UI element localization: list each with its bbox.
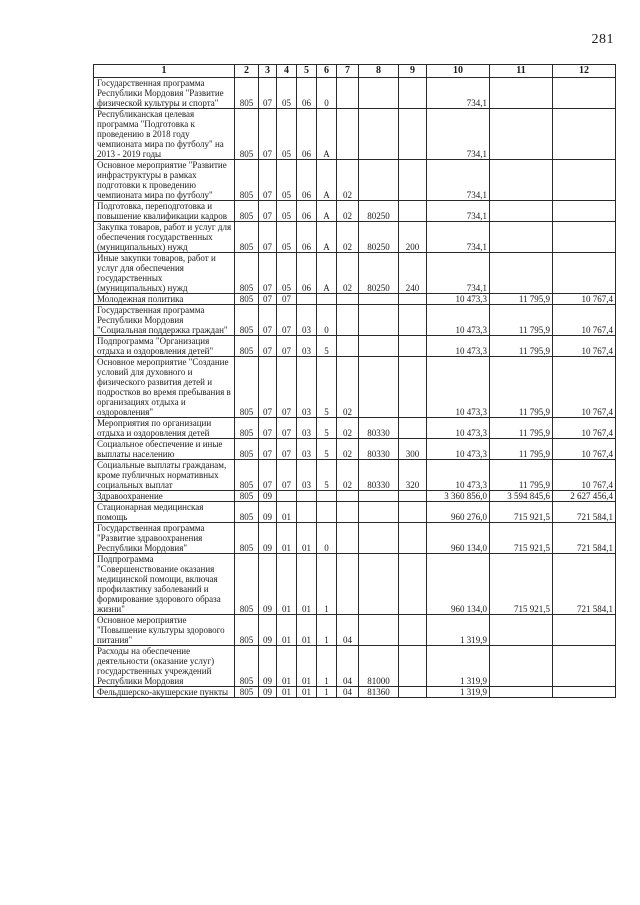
- subprogram-code: 5: [317, 357, 337, 418]
- amount-year-3: [553, 201, 616, 222]
- table-row: [94, 615, 616, 646]
- table-row: [94, 253, 616, 294]
- activity-code: [337, 502, 359, 523]
- program-code: 03: [297, 460, 317, 491]
- ministry-code: 805: [235, 502, 259, 523]
- amount-year-3: [553, 78, 616, 109]
- amount-year-2: 11 795,9: [490, 460, 553, 491]
- amount-year-3: 721 584,1: [553, 523, 616, 554]
- subprogram-code: А: [317, 222, 337, 253]
- amount-year-3: [553, 222, 616, 253]
- item-name: Молодежная политика: [94, 294, 235, 305]
- amount-year-2: 11 795,9: [490, 294, 553, 305]
- ministry-code: 805: [235, 160, 259, 201]
- item-name: Основное мероприятие "Развитие инфраструктуры в рамках подготовки к проведению чемпионата мира по футболу": [94, 160, 235, 201]
- expense-type-code: 320: [399, 460, 427, 491]
- program-code: 03: [297, 418, 317, 439]
- ministry-code: 805: [235, 460, 259, 491]
- activity-code: 02: [337, 160, 359, 201]
- subprogram-code: 0: [317, 523, 337, 554]
- direction-code: [359, 502, 399, 523]
- amount-year-1: 10 473,3: [427, 336, 490, 357]
- table-row: [94, 491, 616, 502]
- subsection-code: 01: [277, 687, 297, 698]
- expense-type-code: [399, 78, 427, 109]
- amount-year-1: 10 473,3: [427, 418, 490, 439]
- subsection-code: 05: [277, 78, 297, 109]
- activity-code: [337, 336, 359, 357]
- table-row: [94, 294, 616, 305]
- expense-type-code: 300: [399, 439, 427, 460]
- amount-year-1: 10 473,3: [427, 439, 490, 460]
- section-code: 09: [259, 615, 277, 646]
- table-row: [94, 460, 616, 491]
- amount-year-3: 10 767,4: [553, 357, 616, 418]
- program-code: 01: [297, 615, 317, 646]
- activity-code: [337, 554, 359, 615]
- ministry-code: 805: [235, 615, 259, 646]
- activity-code: 04: [337, 646, 359, 687]
- program-code: 01: [297, 687, 317, 698]
- direction-code: [359, 294, 399, 305]
- expense-type-code: 240: [399, 253, 427, 294]
- table-row: [94, 418, 616, 439]
- amount-year-1: 734,1: [427, 78, 490, 109]
- section-code: 07: [259, 253, 277, 294]
- ministry-code: 805: [235, 646, 259, 687]
- section-code: 07: [259, 418, 277, 439]
- expense-type-code: [399, 305, 427, 336]
- subprogram-code: А: [317, 253, 337, 294]
- amount-year-2: 715 921,5: [490, 502, 553, 523]
- subsection-code: 07: [277, 439, 297, 460]
- amount-year-1: 734,1: [427, 109, 490, 160]
- column-header-4: 4: [277, 65, 297, 78]
- amount-year-1: 10 473,3: [427, 357, 490, 418]
- program-code: 03: [297, 336, 317, 357]
- program-code: 06: [297, 222, 317, 253]
- expense-type-code: [399, 491, 427, 502]
- subsection-code: 07: [277, 460, 297, 491]
- expense-type-code: [399, 336, 427, 357]
- section-code: 09: [259, 502, 277, 523]
- subsection-code: 05: [277, 253, 297, 294]
- item-name: Подпрограмма "Организация отдыха и оздоровления детей": [94, 336, 235, 357]
- table-row: [94, 523, 616, 554]
- amount-year-3: 10 767,4: [553, 305, 616, 336]
- item-name: Основное мероприятие "Создание условий для духовного и физического развития детей и подростков во время пребывания в организациях отдыха и оздоровления": [94, 357, 235, 418]
- budget-table: [93, 64, 616, 698]
- activity-code: 02: [337, 253, 359, 294]
- section-code: 09: [259, 687, 277, 698]
- expense-type-code: [399, 201, 427, 222]
- amount-year-2: [490, 109, 553, 160]
- subprogram-code: [317, 491, 337, 502]
- ministry-code: 805: [235, 305, 259, 336]
- expense-type-code: [399, 615, 427, 646]
- program-code: 03: [297, 357, 317, 418]
- table-row: [94, 109, 616, 160]
- subsection-code: 05: [277, 201, 297, 222]
- section-code: 09: [259, 554, 277, 615]
- expense-type-code: [399, 523, 427, 554]
- activity-code: 02: [337, 460, 359, 491]
- subprogram-code: 1: [317, 687, 337, 698]
- table-row: [94, 502, 616, 523]
- activity-code: 02: [337, 357, 359, 418]
- direction-code: [359, 109, 399, 160]
- activity-code: [337, 78, 359, 109]
- program-code: 01: [297, 523, 317, 554]
- subsection-code: 01: [277, 646, 297, 687]
- item-name: Стационарная медицинская помощь: [94, 502, 235, 523]
- expense-type-code: [399, 109, 427, 160]
- amount-year-3: 10 767,4: [553, 460, 616, 491]
- direction-code: 81000: [359, 646, 399, 687]
- program-code: 01: [297, 554, 317, 615]
- direction-code: [359, 336, 399, 357]
- section-code: 07: [259, 336, 277, 357]
- program-code: 03: [297, 439, 317, 460]
- table-row: [94, 439, 616, 460]
- item-name: Государственная программа Республики Мордовия "Социальная поддержка граждан": [94, 305, 235, 336]
- subprogram-code: А: [317, 201, 337, 222]
- expense-type-code: [399, 294, 427, 305]
- subprogram-code: 0: [317, 78, 337, 109]
- direction-code: 80330: [359, 439, 399, 460]
- section-code: 07: [259, 78, 277, 109]
- activity-code: [337, 294, 359, 305]
- amount-year-1: 3 360 856,0: [427, 491, 490, 502]
- amount-year-3: [553, 160, 616, 201]
- section-code: 07: [259, 439, 277, 460]
- item-name: Фельдшерско-акушерские пункты: [94, 687, 235, 698]
- ministry-code: 805: [235, 222, 259, 253]
- section-code: 07: [259, 109, 277, 160]
- amount-year-2: 11 795,9: [490, 357, 553, 418]
- subsection-code: 01: [277, 502, 297, 523]
- subprogram-code: 5: [317, 439, 337, 460]
- amount-year-1: 10 473,3: [427, 460, 490, 491]
- expense-type-code: [399, 357, 427, 418]
- activity-code: 02: [337, 439, 359, 460]
- amount-year-3: [553, 109, 616, 160]
- expense-type-code: [399, 646, 427, 687]
- item-name: Подготовка, переподготовка и повышение квалификации кадров: [94, 201, 235, 222]
- program-code: 06: [297, 78, 317, 109]
- table-row: [94, 336, 616, 357]
- column-header-2: 2: [235, 65, 259, 78]
- subsection-code: 07: [277, 336, 297, 357]
- expense-type-code: [399, 687, 427, 698]
- subsection-code: 01: [277, 554, 297, 615]
- subsection-code: 07: [277, 418, 297, 439]
- ministry-code: 805: [235, 523, 259, 554]
- column-header-12: 12: [553, 65, 616, 78]
- table-body: [94, 78, 616, 698]
- amount-year-3: 10 767,4: [553, 439, 616, 460]
- column-header-7: 7: [337, 65, 359, 78]
- activity-code: [337, 305, 359, 336]
- subprogram-code: А: [317, 109, 337, 160]
- amount-year-2: [490, 222, 553, 253]
- direction-code: 80330: [359, 460, 399, 491]
- ministry-code: 805: [235, 491, 259, 502]
- section-code: 07: [259, 357, 277, 418]
- ministry-code: 805: [235, 439, 259, 460]
- column-header-9: 9: [399, 65, 427, 78]
- amount-year-2: 715 921,5: [490, 554, 553, 615]
- section-code: 09: [259, 491, 277, 502]
- ministry-code: 805: [235, 687, 259, 698]
- column-header-6: 6: [317, 65, 337, 78]
- activity-code: 02: [337, 418, 359, 439]
- direction-code: [359, 357, 399, 418]
- amount-year-2: 11 795,9: [490, 418, 553, 439]
- item-name: Расходы на обеспечение деятельности (оказание услуг) государственных учреждений Республики Мордовия: [94, 646, 235, 687]
- program-code: 06: [297, 253, 317, 294]
- activity-code: 02: [337, 201, 359, 222]
- amount-year-3: 721 584,1: [553, 554, 616, 615]
- program-code: 01: [297, 646, 317, 687]
- ministry-code: 805: [235, 253, 259, 294]
- direction-code: 80330: [359, 418, 399, 439]
- ministry-code: 805: [235, 418, 259, 439]
- amount-year-1: 960 276,0: [427, 502, 490, 523]
- expense-type-code: [399, 502, 427, 523]
- expense-type-code: [399, 160, 427, 201]
- section-code: 09: [259, 646, 277, 687]
- section-code: 07: [259, 294, 277, 305]
- amount-year-1: 1 319,9: [427, 687, 490, 698]
- amount-year-1: 960 134,0: [427, 523, 490, 554]
- subsection-code: 05: [277, 222, 297, 253]
- program-code: [297, 502, 317, 523]
- section-code: 07: [259, 305, 277, 336]
- amount-year-3: [553, 615, 616, 646]
- column-header-3: 3: [259, 65, 277, 78]
- page-number: 281: [591, 32, 614, 47]
- item-name: Социальное обеспечение и иные выплаты населению: [94, 439, 235, 460]
- item-name: Основное мероприятие "Повышение культуры здорового питания": [94, 615, 235, 646]
- amount-year-3: 10 767,4: [553, 294, 616, 305]
- amount-year-3: 2 627 456,4: [553, 491, 616, 502]
- amount-year-2: 11 795,9: [490, 305, 553, 336]
- amount-year-1: 734,1: [427, 160, 490, 201]
- activity-code: [337, 523, 359, 554]
- direction-code: 80250: [359, 253, 399, 294]
- direction-code: [359, 491, 399, 502]
- item-name: Здравоохранение: [94, 491, 235, 502]
- item-name: Иные закупки товаров, работ и услуг для обеспечения государственных (муниципальных) нужд: [94, 253, 235, 294]
- section-code: 09: [259, 523, 277, 554]
- expense-type-code: 200: [399, 222, 427, 253]
- table-row: [94, 554, 616, 615]
- table-row: [94, 222, 616, 253]
- program-code: 06: [297, 109, 317, 160]
- amount-year-1: 734,1: [427, 253, 490, 294]
- subprogram-code: 1: [317, 646, 337, 687]
- subsection-code: 05: [277, 160, 297, 201]
- direction-code: [359, 78, 399, 109]
- direction-code: [359, 615, 399, 646]
- subprogram-code: 5: [317, 460, 337, 491]
- subprogram-code: [317, 502, 337, 523]
- item-name: Государственная программа "Развитие здравоохранения Республики Мордовия": [94, 523, 235, 554]
- amount-year-2: [490, 687, 553, 698]
- subprogram-code: А: [317, 160, 337, 201]
- amount-year-1: 734,1: [427, 222, 490, 253]
- ministry-code: 805: [235, 357, 259, 418]
- table-row: [94, 646, 616, 687]
- expense-type-code: [399, 554, 427, 615]
- subprogram-code: 5: [317, 336, 337, 357]
- activity-code: 02: [337, 222, 359, 253]
- table-row: [94, 78, 616, 109]
- direction-code: [359, 160, 399, 201]
- amount-year-2: [490, 646, 553, 687]
- table-row: [94, 687, 616, 698]
- amount-year-1: 1 319,9: [427, 615, 490, 646]
- activity-code: [337, 491, 359, 502]
- ministry-code: 805: [235, 294, 259, 305]
- amount-year-2: 11 795,9: [490, 439, 553, 460]
- column-header-8: 8: [359, 65, 399, 78]
- amount-year-1: 10 473,3: [427, 294, 490, 305]
- program-code: 06: [297, 160, 317, 201]
- item-name: Социальные выплаты гражданам, кроме публичных нормативных социальных выплат: [94, 460, 235, 491]
- amount-year-3: [553, 253, 616, 294]
- ministry-code: 805: [235, 78, 259, 109]
- table-row: [94, 201, 616, 222]
- amount-year-1: 10 473,3: [427, 305, 490, 336]
- amount-year-2: [490, 201, 553, 222]
- direction-code: [359, 305, 399, 336]
- amount-year-3: 721 584,1: [553, 502, 616, 523]
- amount-year-2: 715 921,5: [490, 523, 553, 554]
- ministry-code: 805: [235, 109, 259, 160]
- amount-year-3: [553, 646, 616, 687]
- amount-year-3: [553, 687, 616, 698]
- activity-code: 04: [337, 615, 359, 646]
- amount-year-2: 3 594 845,6: [490, 491, 553, 502]
- subsection-code: [277, 491, 297, 502]
- ministry-code: 805: [235, 336, 259, 357]
- activity-code: 04: [337, 687, 359, 698]
- table-row: [94, 357, 616, 418]
- section-code: 07: [259, 222, 277, 253]
- amount-year-1: 960 134,0: [427, 554, 490, 615]
- ministry-code: 805: [235, 554, 259, 615]
- section-code: 07: [259, 201, 277, 222]
- subprogram-code: [317, 294, 337, 305]
- direction-code: [359, 523, 399, 554]
- item-name: Подпрограмма "Совершенствование оказания медицинской помощи, включая профилактику заболеваний и формирование здорового образа жизни": [94, 554, 235, 615]
- item-name: Мероприятия по организации отдыха и оздоровления детей: [94, 418, 235, 439]
- item-name: Государственная программа Республики Мордовия "Развитие физической культуры и спорта": [94, 78, 235, 109]
- subsection-code: 07: [277, 305, 297, 336]
- item-name: Закупка товаров, работ и услуг для обеспечения государственных (муниципальных) нужд: [94, 222, 235, 253]
- program-code: [297, 294, 317, 305]
- table-row: [94, 305, 616, 336]
- direction-code: [359, 554, 399, 615]
- subsection-code: 01: [277, 615, 297, 646]
- direction-code: 80250: [359, 222, 399, 253]
- section-code: 07: [259, 460, 277, 491]
- amount-year-3: 10 767,4: [553, 336, 616, 357]
- subsection-code: 05: [277, 109, 297, 160]
- table-row: [94, 160, 616, 201]
- table-header-row: [94, 65, 616, 78]
- activity-code: [337, 109, 359, 160]
- subsection-code: 07: [277, 357, 297, 418]
- amount-year-2: [490, 615, 553, 646]
- column-header-11: 11: [490, 65, 553, 78]
- column-header-1: 1: [94, 65, 235, 78]
- program-code: 06: [297, 201, 317, 222]
- subsection-code: 07: [277, 294, 297, 305]
- amount-year-1: 734,1: [427, 201, 490, 222]
- amount-year-2: [490, 160, 553, 201]
- amount-year-3: 10 767,4: [553, 418, 616, 439]
- column-header-5: 5: [297, 65, 317, 78]
- direction-code: 81360: [359, 687, 399, 698]
- program-code: [297, 491, 317, 502]
- item-name: Республиканская целевая программа "Подготовка к проведению в 2018 году чемпионата мира по футболу" на 2013 - 2019 годы: [94, 109, 235, 160]
- ministry-code: 805: [235, 201, 259, 222]
- subsection-code: 01: [277, 523, 297, 554]
- direction-code: 80250: [359, 201, 399, 222]
- amount-year-2: [490, 253, 553, 294]
- subprogram-code: 5: [317, 418, 337, 439]
- amount-year-2: [490, 78, 553, 109]
- subprogram-code: 0: [317, 305, 337, 336]
- expense-type-code: [399, 418, 427, 439]
- subprogram-code: 1: [317, 554, 337, 615]
- program-code: 03: [297, 305, 317, 336]
- subprogram-code: 1: [317, 615, 337, 646]
- section-code: 07: [259, 160, 277, 201]
- amount-year-1: 1 319,9: [427, 646, 490, 687]
- column-header-10: 10: [427, 65, 490, 78]
- amount-year-2: 11 795,9: [490, 336, 553, 357]
